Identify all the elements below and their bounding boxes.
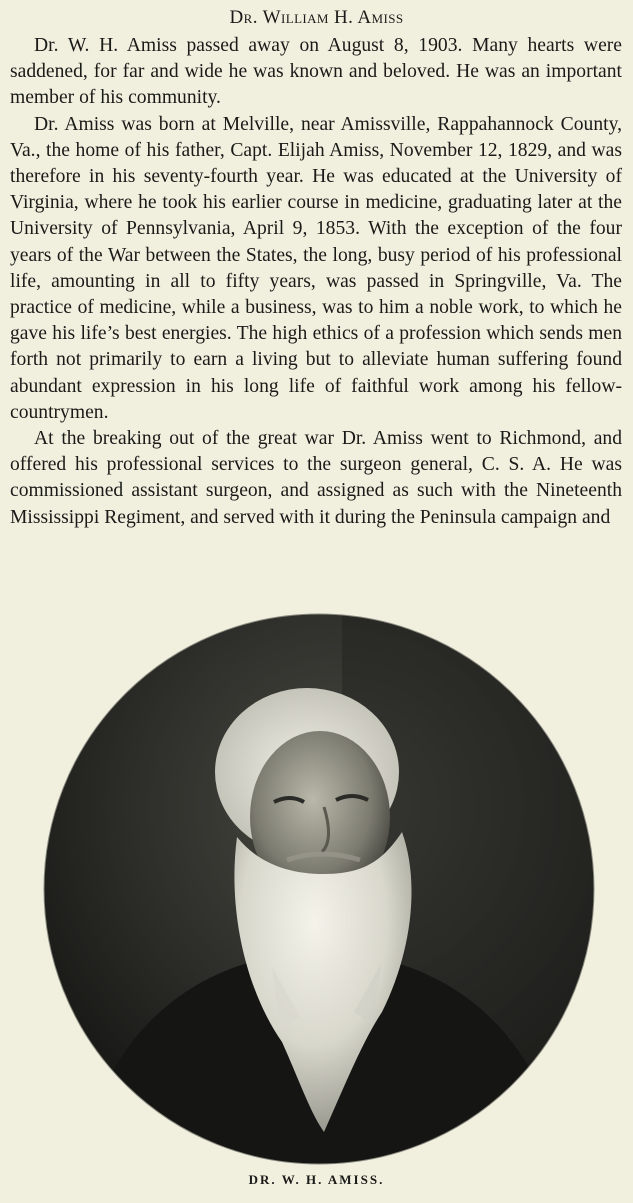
portrait-caption: DR. W. H. AMISS. [248,1172,385,1187]
paragraph-2: Dr. Amiss was born at Melville, near Amissville, Rappahannock County, Va., the home of his father, Capt. Elijah Amiss, November 12, 1829, and was therefore in his seventy-fourth year. He was educated at the University of Virginia, where he took his earlier course in medicine, graduating later at the University of Pennsylvania, April 9, 1853. With the exception of the four years of the War between the States, the long, busy period of his professional life, amounting in all to fifty years, was passed in Springville, Va. The practice of medicine, while a business, was to him a noble work, to which he gave his life’s best energies. The high ethics of a profession which sends men forth not primarily to earn a living but to alleviate human suffering found abundant expression in his long life of faithful work among his fellow-countrymen. [10,113,622,423]
paragraph-3: At the breaking out of the great war Dr. Amiss went to Richmond, and offered his professional services to the surgeon general, C. S. A. He was commissioned assistant surgeon, and assigned as such with the Nineteenth Mississippi Regiment, and served with it during the Peninsula campaign and [10,428,622,528]
portrait-photo [42,612,596,1166]
article-title: Dr. William H. Amiss [229,7,404,28]
article-body [10,33,622,531]
paragraph-1: Dr. W. H. Amiss passed away on August 8, 1903. Many hearts were saddened, for far and wide he was known and beloved. He was an important member of his community. [10,35,622,109]
